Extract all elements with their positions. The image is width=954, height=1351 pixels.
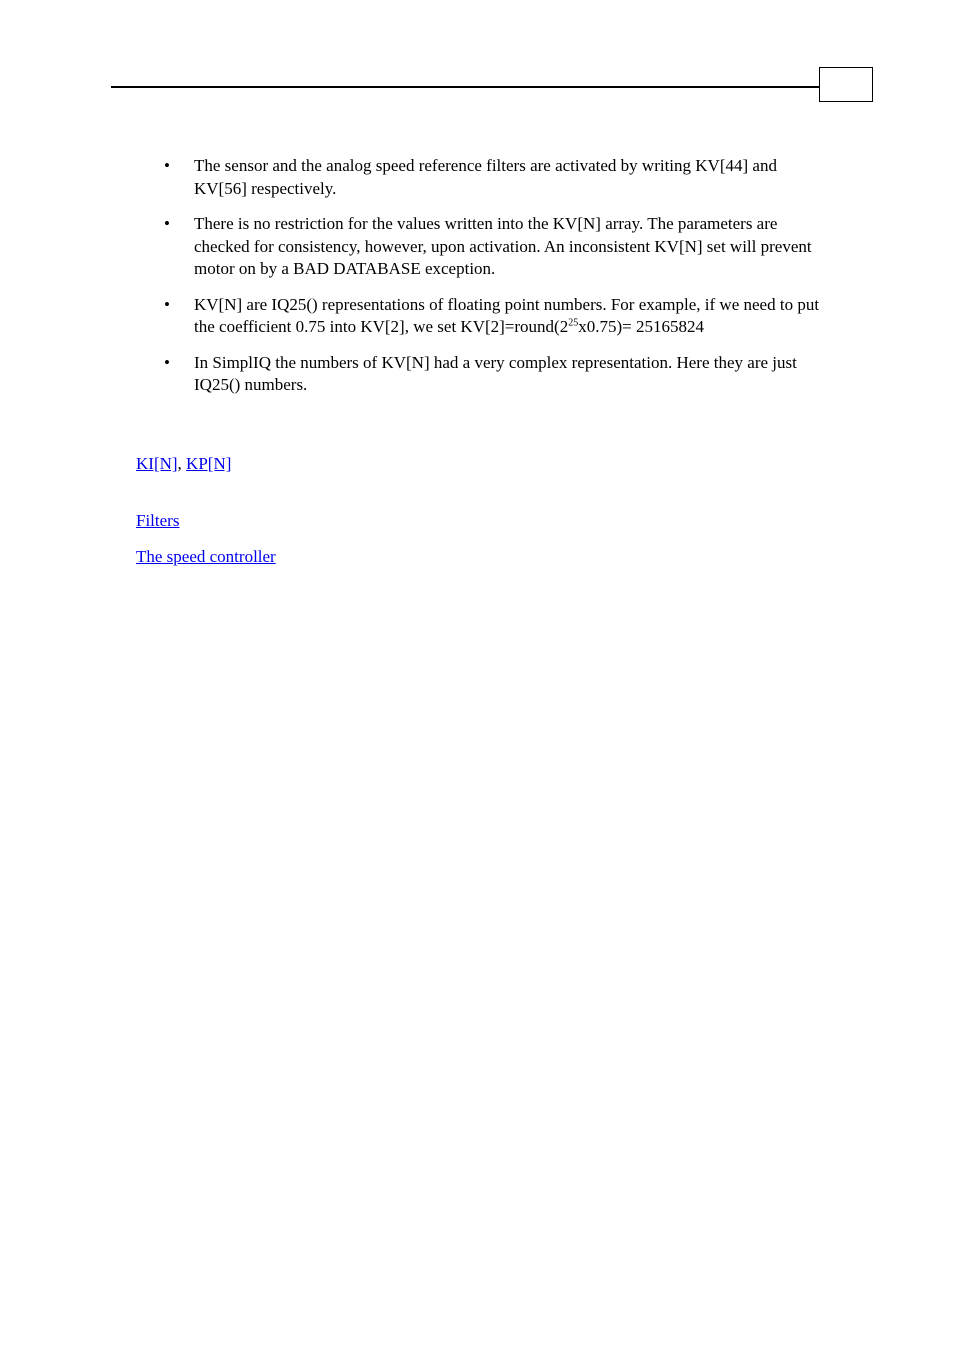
kp-link[interactable]: KP[N] <box>186 454 232 473</box>
related-commands <box>136 453 231 475</box>
notes-list <box>160 155 830 410</box>
list-item-text-after: x0.75)= 25165824 <box>578 317 704 336</box>
header-rule <box>111 86 820 88</box>
bullet-icon: • <box>164 214 170 233</box>
filters-link[interactable]: Filters <box>136 511 180 530</box>
link-separator: , <box>177 454 187 473</box>
bullet-icon: • <box>164 156 170 175</box>
list-item-text: There is no restriction for the values written into the KV[N] array. The parameters are checked for consistency, however, upon activation. An inconsistent KV[N] set will prevent motor on by a BAD DATABASE exception. <box>194 214 812 278</box>
list-item <box>160 155 830 200</box>
list-item-text: In SimplIQ the numbers of KV[N] had a very complex representation. Here they are just IQ25() numbers. <box>194 352 797 394</box>
bullet-icon: • <box>164 294 170 314</box>
exponent: 25 <box>568 317 579 329</box>
speed-controller-link[interactable]: The speed controller <box>136 547 276 566</box>
related-topic-filters <box>136 510 179 532</box>
list-item <box>160 294 830 339</box>
list-item-text: The sensor and the analog speed reference filters are activated by writing KV[44] and KV[56] respectively. <box>194 156 777 198</box>
list-item-text-before: KV[N] are IQ25() representations of floating point numbers. For example, if we need to put the coefficient 0.75 into KV[2], we set KV[2]=round(2 <box>194 294 820 336</box>
bullet-icon: • <box>164 352 170 372</box>
related-topic-speed-controller <box>136 546 276 568</box>
list-item <box>160 213 830 281</box>
ki-link[interactable]: KI[N] <box>136 454 178 473</box>
page-number-box <box>819 67 873 102</box>
list-item <box>160 352 830 397</box>
